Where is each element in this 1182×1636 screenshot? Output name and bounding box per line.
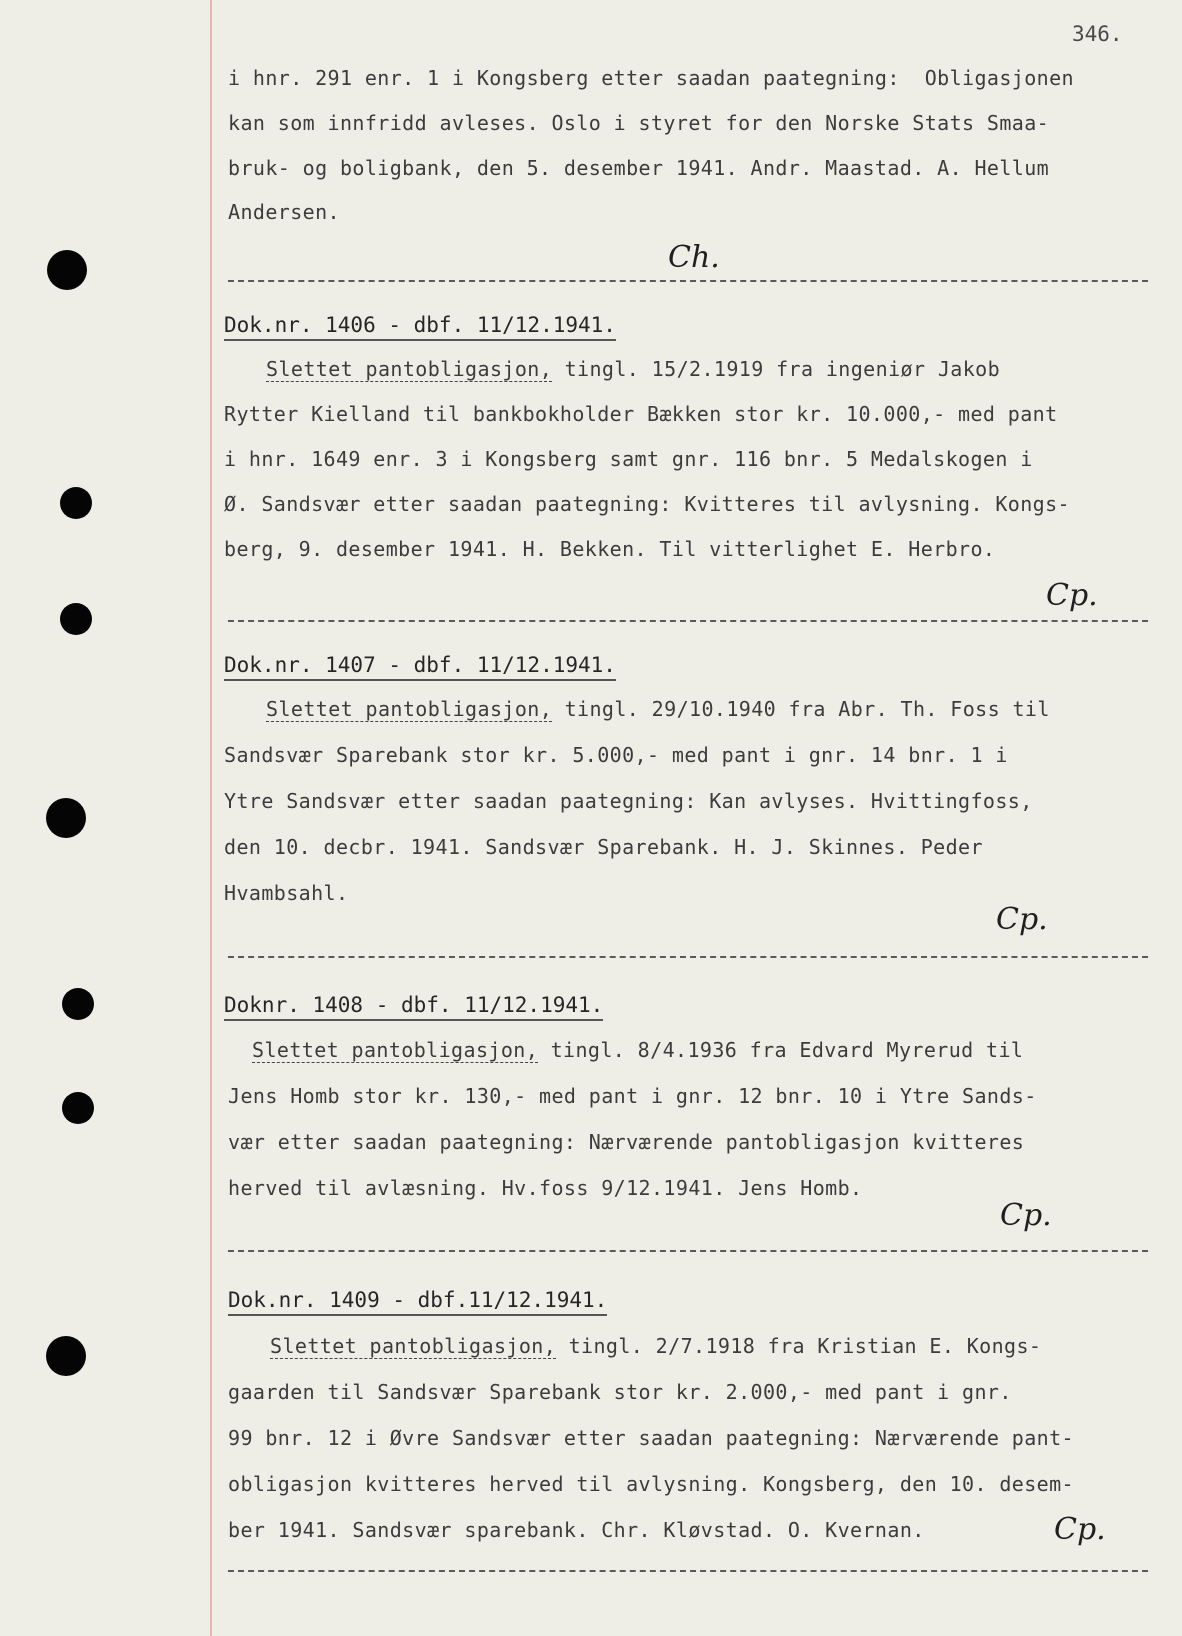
- entry-1406-line: berg, 9. desember 1941. H. Bekken. Til vitterlighet E. Herbro.: [224, 537, 996, 561]
- punch-hole: [46, 1336, 86, 1376]
- entry-1409-line: 99 bnr. 12 i Øvre Sandsvær etter saadan paategning: Nærværende pant-: [228, 1426, 1074, 1450]
- punch-hole: [60, 603, 92, 635]
- entry-1406-heading: Dok.nr. 1406 - dbf. 11/12.1941.: [224, 313, 616, 341]
- entry-1407-heading: Dok.nr. 1407 - dbf. 11/12.1941.: [224, 653, 616, 681]
- separator-line: [228, 620, 1148, 622]
- entry-1406-line: i hnr. 1649 enr. 3 i Kongsberg samt gnr. 116 bnr. 5 Medalskogen i: [224, 447, 1033, 471]
- entry-1409-title: Slettet pantobligasjon,: [270, 1334, 557, 1358]
- entry-1406-first-line: [266, 357, 1000, 381]
- entry-1407-first-line: [266, 697, 1050, 721]
- entry-1409-first-line: [270, 1334, 1041, 1358]
- entry-1409-line: ber 1941. Sandsvær sparebank. Chr. Kløvstad. O. Kvernan.: [228, 1518, 925, 1542]
- entry-1407-initials: Cp.: [996, 902, 1048, 937]
- intro-line-4: Andersen.: [228, 200, 340, 224]
- entry-1408-line: Jens Homb stor kr. 130,- med pant i gnr. 12 bnr. 10 i Ytre Sands-: [228, 1084, 1037, 1108]
- entry-1406-initials: Cp.: [1046, 578, 1098, 613]
- intro-line-3: bruk- og boligbank, den 5. desember 1941. Andr. Maastad. A. Hellum: [228, 156, 1050, 180]
- entry-1406-first-rest: tingl. 15/2.1919 fra ingeniør Jakob: [552, 357, 1001, 381]
- entry-1409-heading: Dok.nr. 1409 - dbf.11/12.1941.: [228, 1288, 607, 1316]
- separator-line: [228, 956, 1148, 958]
- entry-1407-line: Hvambsahl.: [224, 881, 349, 905]
- intro-initials: Ch.: [668, 240, 720, 275]
- intro-line-2: kan som innfridd avleses. Oslo i styret for den Norske Stats Smaa-: [228, 111, 1050, 135]
- entry-1407-first-rest: tingl. 29/10.1940 fra Abr. Th. Foss til: [552, 697, 1050, 721]
- entry-1408-heading: Doknr. 1408 - dbf. 11/12.1941.: [224, 993, 603, 1021]
- entry-1407-line: Ytre Sandsvær etter saadan paategning: Kan avlyses. Hvittingfoss,: [224, 789, 1033, 813]
- entry-1408-initials: Cp.: [1000, 1198, 1052, 1233]
- punch-hole: [47, 250, 87, 290]
- punch-hole: [46, 798, 86, 838]
- separator-line: [228, 1250, 1148, 1252]
- entry-1408-first-rest: tingl. 8/4.1936 fra Edvard Myrerud til: [538, 1038, 1024, 1062]
- margin-rule: [210, 0, 212, 1636]
- entry-1408-line: vær etter saadan paategning: Nærværende pantobligasjon kvitteres: [228, 1130, 1025, 1154]
- entry-1406-line: Ø. Sandsvær etter saadan paategning: Kvitteres til avlysning. Kongs-: [224, 492, 1070, 516]
- separator-line: [228, 280, 1148, 282]
- entry-1409-line: obligasjon kvitteres herved til avlysning. Kongsberg, den 10. desem-: [228, 1472, 1074, 1496]
- entry-1406-title: Slettet pantobligasjon,: [266, 357, 553, 381]
- punch-hole: [62, 1092, 94, 1124]
- entry-1408-title: Slettet pantobligasjon,: [252, 1038, 539, 1062]
- page-number: 346.: [1072, 22, 1123, 46]
- entry-1407-line: Sandsvær Sparebank stor kr. 5.000,- med pant i gnr. 14 bnr. 1 i: [224, 743, 1008, 767]
- separator-line: [228, 1570, 1148, 1572]
- entry-1406-line: Rytter Kielland til bankbokholder Bækken stor kr. 10.000,- med pant: [224, 402, 1058, 426]
- entry-1407-line: den 10. decbr. 1941. Sandsvær Sparebank. H. J. Skinnes. Peder: [224, 835, 983, 859]
- entry-1408-line: herved til avlæsning. Hv.foss 9/12.1941. Jens Homb.: [228, 1176, 863, 1200]
- entry-1408-first-line: [252, 1038, 1023, 1062]
- entry-1407-title: Slettet pantobligasjon,: [266, 697, 553, 721]
- entry-1409-first-rest: tingl. 2/7.1918 fra Kristian E. Kongs-: [556, 1334, 1042, 1358]
- intro-line-1: i hnr. 291 enr. 1 i Kongsberg etter saadan paategning: Obligasjonen: [228, 66, 1074, 90]
- entry-1409-line: gaarden til Sandsvær Sparebank stor kr. 2.000,- med pant i gnr.: [228, 1380, 1012, 1404]
- entry-1409-initials: Cp.: [1054, 1512, 1106, 1547]
- punch-hole: [62, 988, 94, 1020]
- punch-hole: [60, 487, 92, 519]
